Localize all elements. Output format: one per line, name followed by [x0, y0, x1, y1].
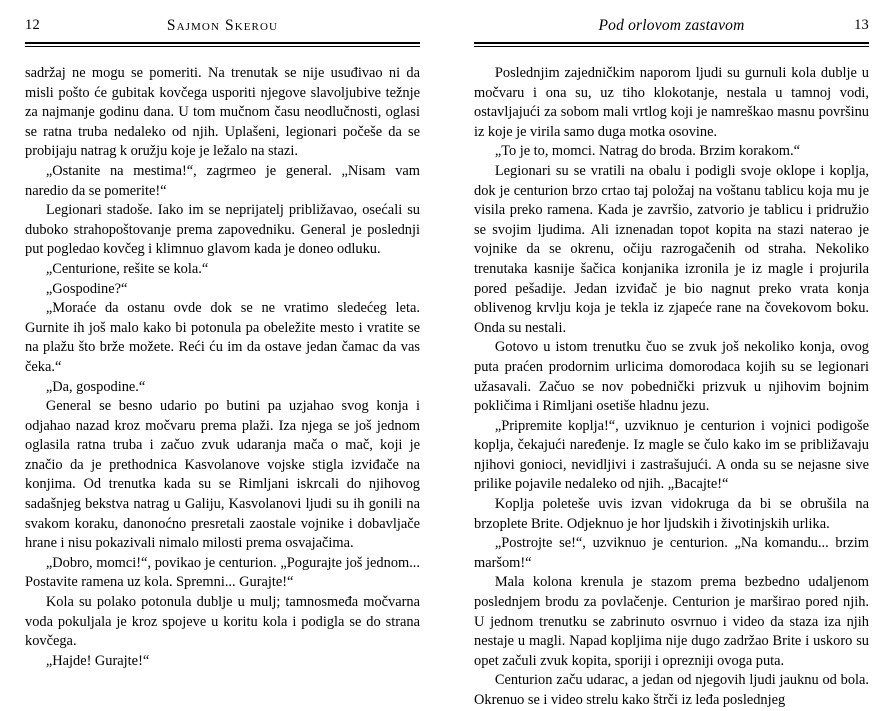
- paragraph: General se besno udario po butini pa uzjahao svog konja i odjahao nazad kroz močvaru prema plaži. Iza njega se još jednom oglasila ratna truba i začuo zvuk udaranja mača o mač, koji je značio da je prethodnica Kasvolanove vojske stigla izviđače na konjima. Od trenutka kada su se Rimljani iskrcali do njihovog sadašnjeg bekstva natrag u Galiju, Kasvolanovi ljudi su ih gonili na svakom koraku, danonoćno presretali zaostale vojnike i dobavljače hrane i nisu pokazivali nimalo milosti prema osvajačima.: [25, 398, 420, 552]
- left-running-head: [25, 18, 420, 38]
- paragraph: Mala kolona krenula je stazom prema bezbedno udaljenom poslednjem brodu za povlačenje. Centurion je marširao pored njih. U jednom trenutku se zabrinuto osvrnuo i video da staza iza njih nestaje u magli. Napad kopljima nije dugo zadržao Brite i uskoro su opet začuli zvuk kopita, sporiji i oprezniji ovoga puta.: [474, 574, 869, 669]
- paragraph: Legionari su se vratili na obalu i podigli svoje oklope i koplja, dok je centurion brzo crtao taj položaj na voštanu tablicu koja mu je visila preko ramena. Kada je završio, zatvorio je tablicu i pridružio se svojim ljudima. Ali iznenadan topot kopita na stazi naterao je vojnike da se okrenu, očiju razrogačenih od straha. Nekoliko trenutaka kasnije šačica konjanika izronila je iz magle i projurila pored pešadije. Jedan izviđač je bio nagnut preko vrata konja oblivenog krvlju koja je tekla iz zjapeće rane na čovekovom boku. Onda su nestali.: [474, 162, 869, 336]
- right-page-body: [474, 64, 869, 711]
- paragraph: Gotovo u istom trenutku čuo se zvuk još nekoliko konja, ovog puta praćen prodornim urlicima domorodaca kojih su se legionari užasavali. Začuo se nov pobednički prizvuk u njihovim bojnim pokličima i Rimljani osetiše hladnu jezu.: [474, 339, 869, 415]
- paragraph: „Pripremite koplja!“, uzviknuo je centurion i vojnici podigoše koplja, čekajući naređenje. Iz magle se čulo kako im se približavaju njihovi gonioci, nevidljivi i zastrašujući. A onda su se nejasne sive prilike pojavile nedaleko od njih. „Bacajte!“: [474, 417, 869, 493]
- left-running-title: Sajmon Skerou: [166, 17, 279, 34]
- paragraph: „To je to, momci. Natrag do broda. Brzim korakom.“: [494, 143, 800, 160]
- paragraph: „Dobro, momci!“, povikao je centurion. „Pogurajte još jednom... Postavite ramena uz kola. Spremni... Gurajte!“: [25, 554, 420, 591]
- paragraph: Centurion začu udarac, a jedan od njegovih ljudi jauknu od bola. Okrenuo se i video strelu kako štrči iz leđa poslednjeg: [474, 672, 869, 708]
- paragraph: „Gospodine?“: [45, 280, 128, 297]
- paragraph: sadržaj ne mogu se pomeriti. Na trenutak se nije usuđivao ni da misli pošto će gubitak kovčega usporiti njegove slavoljubive težnje za najmanje godinu dana. U tom mučnom času neodlučnosti, oglasi se ratna truba nedaleko od njih. Uplašeni, legionari počeše da se probijaju natrag k oružju koje je ležalo na stazi.: [25, 65, 420, 160]
- paragraph: „Hajde! Gurajte!“: [45, 652, 150, 669]
- left-page: [0, 0, 447, 700]
- paragraph: „Ostanite na mestima!“, zagrmeo je general. „Nisam vam naredio da se pomerite!“: [25, 162, 420, 199]
- paragraph: Kola su polako potonula dublje u mulj; tamnosmeđa močvarna voda pokuljala je kroz spojeve u koritu kola i podigla se do strana kovčega.: [25, 594, 420, 650]
- paragraph: „Centurione, rešite se kola.“: [45, 260, 209, 277]
- paragraph: Legionari stadoše. Iako im se neprijatelj približavao, osećali su duboko strahopoštovanje prema zapovedniku. General je poslednji put pogledao kovčeg i klimnuo glavom kada je doneo odluku.: [25, 202, 420, 258]
- left-header-rules: [25, 42, 420, 47]
- right-page-folio: 13: [854, 17, 869, 33]
- right-running-title: Pod orlovom zastavom: [598, 17, 745, 34]
- right-header-rules: [474, 42, 869, 47]
- paragraph: „Da, gospodine.“: [45, 378, 146, 395]
- header-rule-thin: [474, 46, 869, 47]
- right-running-head: [474, 18, 869, 38]
- paragraph: „Moraće da ostanu ovde dok se ne vratimo sledećeg leta. Gurnite ih još malo kako bi potonula pa obeležite mesto i vratite se na plažu što brže možete. Reći ću im da ostave jedan čamac da vas čeka.“: [25, 300, 420, 375]
- left-page-folio: 12: [25, 17, 40, 33]
- right-page: [447, 0, 894, 708]
- left-page-body: [25, 64, 420, 671]
- paragraph: Poslednjim zajedničkim naporom ljudi su gurnuli kola dublje u močvaru i ona su, uz tiho klokotanje, nestala u tamnoj vodi, ostavljajući za sobom mali vrtlog koji je namreškao masnu površinu iz koje je virila samo duga motka osovine.: [474, 65, 869, 140]
- header-rule-thin: [25, 46, 420, 47]
- paragraph: Koplja poleteše uvis izvan vidokruga da bi se obrušila na brzoplete Brite. Odjeknuo je hor ljudskih i životinjskih urlika.: [474, 496, 869, 532]
- paragraph: „Postrojte se!“, uzviknuo je centurion. „Na komandu... brzim maršom!“: [474, 535, 869, 571]
